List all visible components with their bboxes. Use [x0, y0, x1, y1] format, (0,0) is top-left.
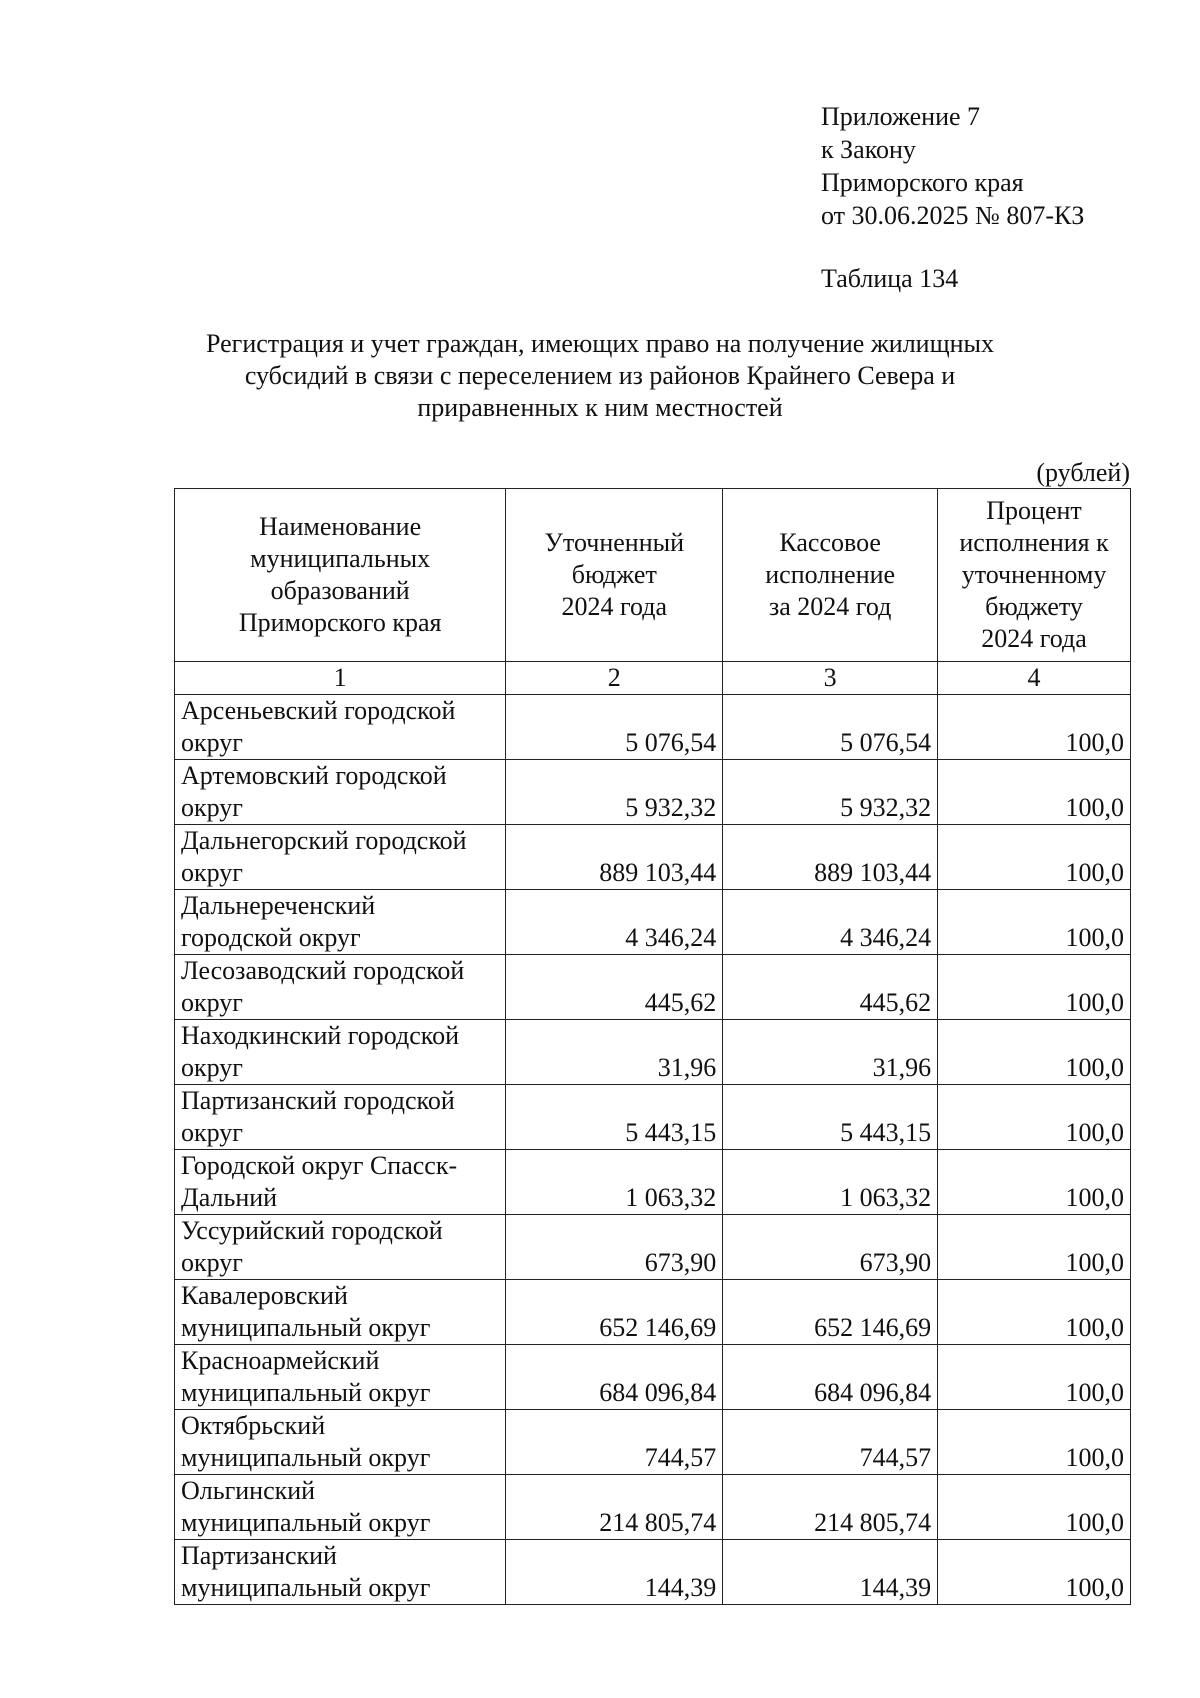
execution-value: 144,39	[723, 1540, 938, 1605]
municipality-name	[175, 1345, 506, 1410]
column-number-row	[175, 662, 1131, 695]
municipality-name	[175, 890, 506, 955]
percent-value: 100,0	[938, 1345, 1131, 1410]
appendix-line: от 30.06.2025 № 807-КЗ	[821, 201, 1085, 230]
municipality-name-line: муниципальный округ	[181, 1313, 431, 1342]
municipality-name	[175, 1085, 506, 1150]
table-row	[175, 1540, 1131, 1605]
percent-value: 100,0	[938, 1540, 1131, 1605]
table-row	[175, 1150, 1131, 1215]
municipality-name-line: Красноармейский	[181, 1346, 380, 1375]
budget-value: 31,96	[506, 1020, 723, 1085]
percent-value: 100,0	[938, 1280, 1131, 1345]
percent-value: 100,0	[938, 1020, 1131, 1085]
appendix-block	[821, 100, 1084, 232]
budget-value: 673,90	[506, 1215, 723, 1280]
table-number: Таблица 134	[821, 264, 959, 293]
execution-value: 31,96	[723, 1020, 938, 1085]
column-number: 3	[723, 662, 938, 695]
budget-value: 144,39	[506, 1540, 723, 1605]
execution-value: 5 076,54	[723, 695, 938, 760]
table-row	[175, 825, 1131, 890]
municipality-name-line: Дальний	[181, 1183, 278, 1212]
municipality-name-line: Кавалеровский	[181, 1281, 348, 1310]
municipality-name-line: муниципальный округ	[181, 1508, 431, 1537]
table-row	[175, 1475, 1131, 1540]
column-number: 1	[175, 662, 506, 695]
municipality-name	[175, 1215, 506, 1280]
municipality-name-line: Артемовский городской	[181, 761, 447, 790]
execution-value: 5 932,32	[723, 760, 938, 825]
budget-value: 1 063,32	[506, 1150, 723, 1215]
appendix-line: Приморского края	[821, 168, 1024, 197]
budget-value: 214 805,74	[506, 1475, 723, 1540]
percent-value: 100,0	[938, 1215, 1131, 1280]
municipality-name-line: Городской округ Спасск-	[181, 1151, 458, 1180]
appendix-line: к Закону	[821, 135, 916, 164]
table-body	[175, 662, 1131, 1605]
percent-value: 100,0	[938, 1410, 1131, 1475]
budget-value: 744,57	[506, 1410, 723, 1475]
municipality-name	[175, 695, 506, 760]
municipality-name-line: Уссурийский городской	[181, 1216, 443, 1245]
document-title	[180, 328, 1020, 424]
table-row	[175, 1085, 1131, 1150]
municipality-name	[175, 955, 506, 1020]
title-line: Регистрация и учет граждан, имеющих право на получение жилищных	[206, 329, 994, 358]
header-execution: Кассовое исполнение за 2024 год	[723, 489, 938, 662]
budget-table	[174, 488, 1131, 1605]
percent-value: 100,0	[938, 1475, 1131, 1540]
percent-value: 100,0	[938, 1085, 1131, 1150]
execution-value: 5 443,15	[723, 1085, 938, 1150]
municipality-name	[175, 1475, 506, 1540]
budget-value: 684 096,84	[506, 1345, 723, 1410]
municipality-name-line: округ	[181, 793, 243, 822]
municipality-name-line: Лесозаводский городской	[181, 956, 465, 985]
appendix-line: Приложение 7	[821, 102, 981, 131]
municipality-name-line: Арсеньевский городской	[181, 696, 456, 725]
title-line: субсидий в связи с переселением из районов Крайнего Севера и	[244, 361, 956, 390]
header-budget: Уточненный бюджет 2024 года	[506, 489, 723, 662]
execution-value: 445,62	[723, 955, 938, 1020]
municipality-name-line: округ	[181, 1053, 243, 1082]
municipality-name-line: округ	[181, 988, 243, 1017]
table-row	[175, 760, 1131, 825]
municipality-name-line: муниципальный округ	[181, 1378, 431, 1407]
table-row	[175, 890, 1131, 955]
municipality-name-line: округ	[181, 1248, 243, 1277]
municipality-name	[175, 1280, 506, 1345]
municipality-name-line: округ	[181, 858, 243, 887]
municipality-name-line: округ	[181, 1118, 243, 1147]
units-label: (рублей)	[1036, 458, 1130, 487]
column-number: 4	[938, 662, 1131, 695]
execution-value: 652 146,69	[723, 1280, 938, 1345]
table-row	[175, 1345, 1131, 1410]
percent-value: 100,0	[938, 890, 1131, 955]
execution-value: 889 103,44	[723, 825, 938, 890]
municipality-name	[175, 760, 506, 825]
municipality-name-line: Находкинский городской	[181, 1021, 460, 1050]
municipality-name-line: Партизанский городской	[181, 1086, 455, 1115]
municipality-name-line: Октябрьский	[181, 1411, 326, 1440]
title-line: приравненных к ним местностей	[417, 393, 783, 422]
table-row	[175, 695, 1131, 760]
budget-value: 652 146,69	[506, 1280, 723, 1345]
budget-value: 4 346,24	[506, 890, 723, 955]
municipality-name	[175, 825, 506, 890]
budget-value: 445,62	[506, 955, 723, 1020]
execution-value: 214 805,74	[723, 1475, 938, 1540]
execution-value: 4 346,24	[723, 890, 938, 955]
budget-value: 5 076,54	[506, 695, 723, 760]
municipality-name	[175, 1020, 506, 1085]
header-municipality: Наименование муниципальных образований Приморского края	[175, 489, 506, 662]
budget-value: 5 443,15	[506, 1085, 723, 1150]
budget-value: 889 103,44	[506, 825, 723, 890]
municipality-name	[175, 1540, 506, 1605]
execution-value: 673,90	[723, 1215, 938, 1280]
municipality-name-line: муниципальный округ	[181, 1443, 431, 1472]
budget-value: 5 932,32	[506, 760, 723, 825]
municipality-name	[175, 1410, 506, 1475]
table-header-row	[175, 489, 1131, 662]
municipality-name-line: Ольгинский	[181, 1476, 316, 1505]
column-number: 2	[506, 662, 723, 695]
percent-value: 100,0	[938, 825, 1131, 890]
municipality-name-line: Дальнереченский	[181, 891, 376, 920]
table-row	[175, 1280, 1131, 1345]
percent-value: 100,0	[938, 955, 1131, 1020]
table-row	[175, 1215, 1131, 1280]
percent-value: 100,0	[938, 695, 1131, 760]
municipality-name-line: городской округ	[181, 923, 361, 952]
table-row	[175, 1020, 1131, 1085]
percent-value: 100,0	[938, 1150, 1131, 1215]
percent-value: 100,0	[938, 760, 1131, 825]
execution-value: 1 063,32	[723, 1150, 938, 1215]
municipality-name	[175, 1150, 506, 1215]
execution-value: 744,57	[723, 1410, 938, 1475]
municipality-name-line: Партизанский	[181, 1541, 337, 1570]
table-row	[175, 955, 1131, 1020]
execution-value: 684 096,84	[723, 1345, 938, 1410]
municipality-name-line: муниципальный округ	[181, 1573, 431, 1602]
header-percent: Процент исполнения к уточненному бюджету 2024 года	[938, 489, 1131, 662]
municipality-name-line: Дальнегорский городской	[181, 826, 467, 855]
municipality-name-line: округ	[181, 728, 243, 757]
table-row	[175, 1410, 1131, 1475]
